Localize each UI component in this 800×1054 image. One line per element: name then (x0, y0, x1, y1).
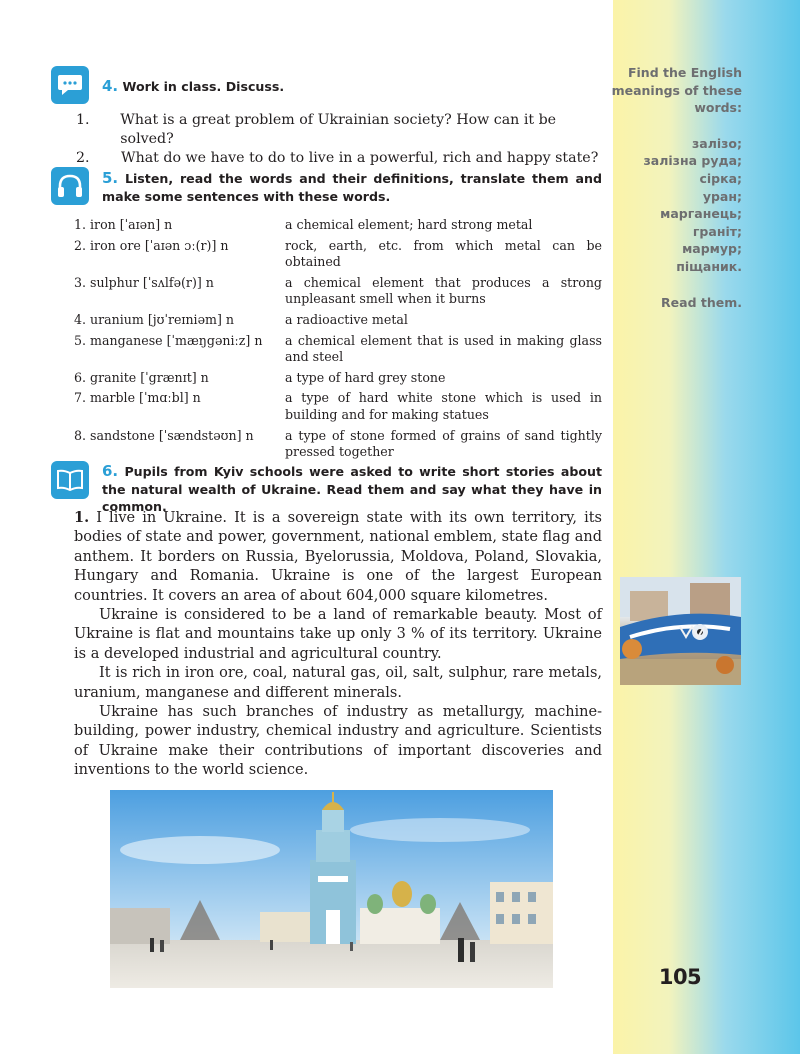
side-word: марганець; (660, 206, 742, 222)
story-paragraph: It is rich in iron ore, coal, natural gas, oil, salt, sulphur, rare metals, uranium, manganese and different minerals. (74, 665, 602, 701)
side-word-list (592, 135, 742, 276)
task-5-heading (102, 170, 602, 205)
task-4-heading (102, 78, 602, 96)
book-icon (51, 461, 89, 499)
story-paragraph: Ukraine is considered to be a land of remarkable beauty. Most of Ukraine is flat and mountains take up only 3 % of its territory. Ukraine is a developed industrial and agricultural country. (74, 607, 602, 662)
vocab-row (74, 217, 604, 234)
vocab-row (74, 312, 604, 329)
side-word: мармур; (682, 241, 742, 257)
story-paragraph: Ukraine has such branches of industry as metallurgy, machine-building, power industry, chemical industry and agriculture. Scientists of Ukraine make their contributions of important discoveries and inventions to the world science. (74, 704, 602, 779)
vocabulary-list (74, 217, 604, 465)
story-paragraph (74, 508, 602, 606)
discussion-icon (51, 66, 89, 104)
vocab-row (74, 390, 604, 423)
vocab-definition: a type of hard white stone which is used in building and for making statues (285, 390, 602, 422)
kyiv-square-photo (110, 790, 553, 988)
vocab-row (74, 275, 604, 308)
side-heading: Find the English meanings of these words: (611, 65, 742, 116)
paragraph-text: I live in Ukraine. It is a sovereign state with its own territory, its bodies of state and power, government, national emblem, state flag and anthem. It borders on Russia, Byelorussia, Moldova, Poland, Slovakia, Hungary and Romania. Ukraine is one of the largest European countries. It covers an area of about 604,000 square kilometres. (74, 510, 603, 604)
task-title: Work in class. Discuss. (122, 79, 285, 94)
side-word: залізна руда; (643, 153, 742, 169)
vocab-row (74, 370, 604, 387)
side-vocab-box (592, 64, 742, 311)
task-number: 4. (102, 77, 119, 95)
task-title: Pupils from Kyiv schools were asked to write short stories about the natural wealth of Ukraine. Read them and say what they have in common. (102, 464, 602, 514)
vocab-term: 5. manganese [ˈmæŋgəniːz] n (74, 332, 263, 348)
side-instruction: Read them. (661, 294, 742, 310)
vocab-definition: a chemical element that produces a strong unpleasant smell when it burns (285, 274, 602, 307)
vocab-term: 3. sulphur [ˈsʌlfə(r)] n (74, 274, 214, 290)
task-number: 5. (102, 169, 119, 187)
item-text: What do we have to do to live in a powerful, rich and happy state? (121, 150, 599, 166)
story-text (74, 508, 602, 781)
mosaic-wall-photo (620, 577, 741, 685)
side-word: залізо; (692, 135, 742, 151)
list-item (76, 111, 606, 149)
page-number: 105 (658, 965, 702, 989)
vocab-definition: a chemical element that is used in making glass and steel (285, 332, 602, 365)
vocab-definition: a type of hard grey stone (285, 369, 446, 385)
vocab-definition: rock, earth, etc. from which metal can be obtained (285, 237, 602, 270)
vocab-definition: a type of stone formed of grains of sand tightly pressed together (285, 427, 602, 460)
item-number: 1. (76, 112, 90, 128)
vocab-row (74, 238, 604, 271)
headphones-icon (51, 167, 89, 205)
vocab-row (74, 333, 604, 366)
task-number: 6. (102, 462, 119, 480)
vocab-term: 7. marble [ˈmɑːbl] n (74, 390, 201, 406)
side-word: піщаник. (676, 258, 742, 274)
side-word: уран; (702, 188, 742, 204)
side-word: сірка; (699, 170, 742, 186)
vocab-term: 4. uranium [jʊˈreɪniəm] n (74, 311, 235, 327)
vocab-definition: a radioactive metal (285, 311, 408, 327)
vocab-row (74, 428, 604, 461)
vocab-term: 2. iron ore [ˈaɪən ɔː(r)] n (74, 237, 229, 253)
vocab-term: 6. granite [ˈgrænɪt] n (74, 369, 209, 385)
question-list (76, 111, 606, 168)
item-text: What is a great problem of Ukrainian society? How can it be solved? (120, 112, 557, 147)
list-item (76, 149, 606, 168)
vocab-definition: a chemical element; hard strong metal (285, 217, 533, 232)
vocab-term: 1. iron [ˈaɪən] n (74, 217, 173, 232)
task-title: Listen, read the words and their definitions, translate them and make some sentences with these words. (102, 171, 602, 204)
side-word: граніт; (692, 223, 742, 239)
vocab-term: 8. sandstone [ˈsændstəʊn] n (74, 427, 254, 443)
story-number: 1. (74, 509, 90, 526)
item-number: 2. (76, 150, 90, 166)
